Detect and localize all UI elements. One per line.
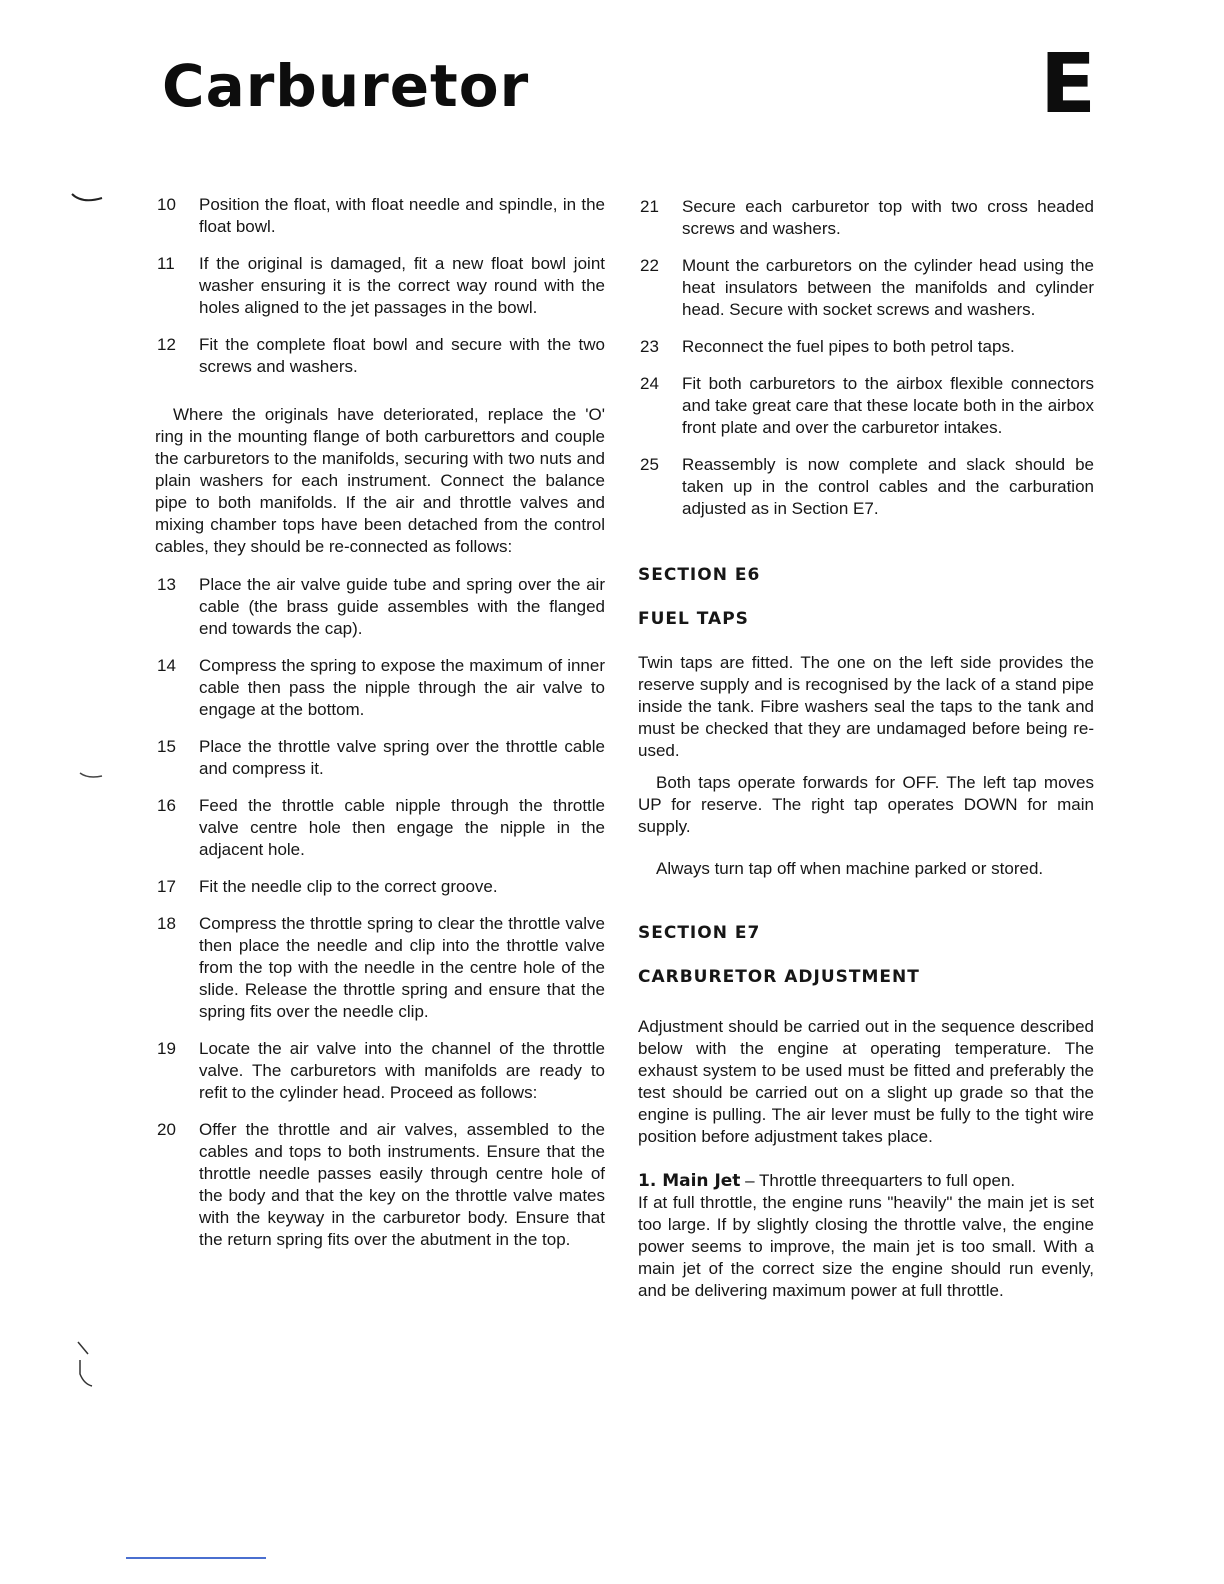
step-text: Reassembly is now complete and slack should be taken up in the control cables and the carburation adjusted as in Section E7.: [682, 455, 1094, 518]
step-number: 24: [640, 374, 659, 393]
step-text: Reconnect the fuel pipes to both petrol taps.: [682, 337, 1015, 356]
main-jet-heading: [638, 1170, 1094, 1192]
step-text: Mount the carburetors on the cylinder head using the heat insulators between the manifolds and cylinder head. Secure with socket screws and washers.: [682, 256, 1094, 319]
step-11: [155, 253, 605, 319]
step-number: 17: [157, 877, 176, 896]
step-number: 13: [157, 575, 176, 594]
fuel-taps-paragraph-3: Always turn tap off when machine parked or stored.: [656, 859, 1044, 878]
step-text: Fit the needle clip to the correct groove.: [199, 877, 498, 896]
step-text: Compress the spring to expose the maximum of inner cable then pass the nipple through the air valve to engage at the bottom.: [199, 656, 605, 719]
fuel-taps-paragraph-2: Both taps operate forwards for OFF. The left tap moves UP for reserve. The right tap operates DOWN for main supply.: [638, 773, 1094, 836]
step-number: 22: [640, 256, 659, 275]
step-number: 14: [157, 656, 176, 675]
step-14: [155, 655, 605, 721]
step-number: 19: [157, 1039, 176, 1058]
main-jet-label: 1. Main Jet: [638, 1171, 741, 1191]
step-23: [638, 336, 1094, 358]
step-number: 18: [157, 914, 176, 933]
step-text: Place the throttle valve spring over the throttle cable and compress it.: [199, 737, 605, 778]
section-e7-heading: SECTION E7: [638, 923, 761, 943]
step-19: [155, 1038, 605, 1104]
step-21: [638, 196, 1094, 240]
step-text: Feed the throttle cable nipple through the throttle valve centre hole then engage the nipple in the adjacent hole.: [199, 796, 605, 859]
step-20: [155, 1119, 605, 1251]
step-number: 25: [640, 455, 659, 474]
scan-mark: [78, 770, 108, 784]
scan-mark: [76, 1340, 96, 1390]
carburetor-adjustment-heading: CARBURETOR ADJUSTMENT: [638, 967, 920, 987]
step-text: Compress the throttle spring to clear the throttle valve then place the needle and clip into the throttle valve from the top with the needle in the centre hole of the slide. Release the throttle spring and ensure that the spring fits over the needle clip.: [199, 914, 605, 1021]
step-10: [155, 194, 605, 238]
step-text: Offer the throttle and air valves, assembled to the cables and tops to both instruments. Ensure that the throttle needle passes easily through centre hole of the body and that the key on the throttle valve mates with the keyway in the carburetor body. Ensure that the return spring fits over the abutment in the top.: [199, 1120, 605, 1249]
step-number: 11: [157, 254, 175, 273]
adjustment-paragraph: Adjustment should be carried out in the sequence described below with the engine at operating temperature. The exhaust system to be used must be fitted and preferably the test should be carried out on a slight up grade so that the engine is pulling. The air lever must be fully to the tight wire position before adjustment takes place.: [638, 1017, 1094, 1146]
reconnection-paragraph: Where the originals have deteriorated, replace the 'O' ring in the mounting flange of both carburettors and couple the carburetors to the manifolds, securing with two nuts and plain washers for each instrument. Connect the balance pipe to both manifolds. If the air and throttle valves and mixing chamber tops have been detached from the control cables, they should be re-connected as follows:: [155, 405, 605, 556]
step-number: 20: [157, 1120, 176, 1139]
step-text: Fit both carburetors to the airbox flexible connectors and take great care that these locate both in the airbox front plate and over the carburetor intakes.: [682, 374, 1094, 437]
step-18: [155, 913, 605, 1023]
step-text: Position the float, with float needle and spindle, in the float bowl.: [199, 195, 605, 236]
section-letter: E: [1040, 37, 1097, 132]
step-text: If the original is damaged, fit a new float bowl joint washer ensuring it is the correct way round with the holes aligned to the jet passages in the bowl.: [199, 254, 605, 317]
step-25: [638, 454, 1094, 520]
bottom-rule: [126, 1557, 266, 1559]
step-text: Fit the complete float bowl and secure with the two screws and washers.: [199, 335, 605, 376]
step-15: [155, 736, 605, 780]
right-column: [638, 196, 1094, 1316]
section-e6-heading: SECTION E6: [638, 565, 761, 585]
fuel-taps-paragraph-1: Twin taps are fitted. The one on the left side provides the reserve supply and is recognised by the lack of a stand pipe inside the tank. Fibre washers seal the taps to the tank and must be checked that they are undamaged before being re-used.: [638, 653, 1094, 760]
step-number: 15: [157, 737, 176, 756]
step-16: [155, 795, 605, 861]
step-text: Locate the air valve into the channel of the throttle valve. The carburetors with manifolds are ready to refit to the cylinder head. Proceed as follows:: [199, 1039, 605, 1102]
step-text: Secure each carburetor top with two cross headed screws and washers.: [682, 197, 1094, 238]
step-text: Place the air valve guide tube and spring over the air cable (the brass guide assembles with the flanged end towards the cap).: [199, 575, 605, 638]
scan-mark: [70, 190, 110, 210]
step-number: 12: [157, 335, 176, 354]
page-title: Carburetor: [162, 52, 530, 120]
step-17: [155, 876, 605, 898]
main-jet-paragraph: If at full throttle, the engine runs "heavily" the main jet is set too large. If by slightly closing the throttle valve, the engine power seems to improve, the main jet is too small. With a main jet of the correct size the engine should run evenly, and be delivering maximum power at full throttle.: [638, 1193, 1094, 1300]
step-12: [155, 334, 605, 378]
main-jet-lead: – Throttle threequarters to full open.: [740, 1171, 1016, 1190]
step-number: 23: [640, 337, 659, 356]
step-13: [155, 574, 605, 640]
step-number: 16: [157, 796, 176, 815]
step-number: 10: [157, 195, 176, 214]
step-24: [638, 373, 1094, 439]
fuel-taps-heading: FUEL TAPS: [638, 609, 749, 629]
step-22: [638, 255, 1094, 321]
step-number: 21: [640, 197, 659, 216]
left-column: [155, 194, 605, 1266]
